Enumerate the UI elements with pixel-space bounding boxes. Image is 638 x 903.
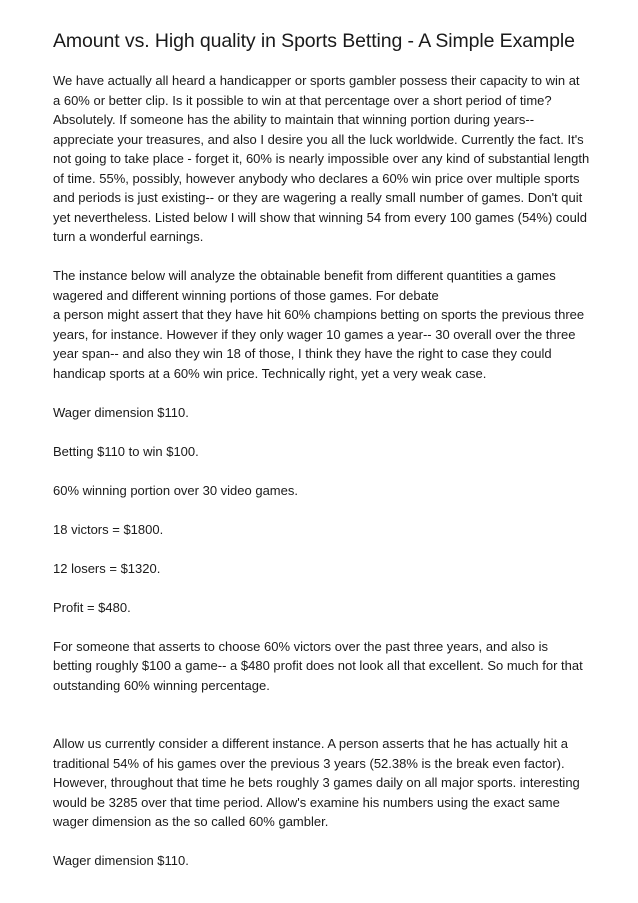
paragraph	[53, 520, 598, 540]
text-line: wagered and different winning portions of those games. For debate	[53, 287, 439, 303]
paragraph	[53, 481, 598, 501]
text-line: a 60% or better clip. Is it possible to win at that percentage over a short period of time?	[53, 92, 552, 108]
text-line: Betting $110 to win $100.	[53, 443, 199, 459]
text-line: 60% winning portion over 30 video games.	[53, 482, 298, 498]
paragraph-spacer	[53, 715, 598, 735]
paragraph	[53, 403, 598, 423]
text-line: traditional 54% of his games over the previous 3 years (52.38% is the break even factor).	[53, 755, 565, 771]
text-line: Wager dimension $110.	[53, 404, 189, 420]
text-line: not going to take place - forget it, 60% is nearly impossible over any kind of substantial length	[53, 151, 590, 166]
document-body	[53, 71, 598, 871]
text-line: of time. 55%, possibly, however anybody who declares a 60% win price over multiple sports	[53, 170, 580, 186]
paragraph	[53, 442, 598, 462]
text-line: would be 3285 over that time period. Allow's examine his numbers using the exact same	[53, 794, 560, 810]
paragraph	[53, 559, 598, 579]
text-line: wager dimension as the so called 60% gambler.	[53, 814, 329, 829]
text-line: Absolutely. If someone has the ability to maintain that winning portion during years--	[53, 112, 535, 127]
page-title: Amount vs. High quality in Sports Betting - A Simple Example	[53, 30, 575, 52]
text-line: turn a wonderful earnings.	[53, 229, 204, 244]
text-line: appreciate your treasures, and also I desire you all the luck worldwide. Currently the fact. It's	[53, 131, 584, 147]
text-line: and periods is just existing-- or they are wagering a really small number of games. Don't quit	[53, 190, 583, 205]
text-line: years, for instance. However if they only wager 10 games a year-- 30 overall over the three	[53, 326, 576, 342]
paragraph	[53, 734, 598, 832]
text-line: Allow us currently consider a different instance. A person asserts that he has actually hit a	[53, 736, 568, 751]
text-line: Wager dimension $110.	[53, 853, 189, 868]
paragraph	[53, 637, 598, 696]
text-line: outstanding 60% winning percentage.	[53, 677, 270, 693]
paragraph	[53, 266, 598, 383]
text-line: However, throughout that time he bets roughly 3 games daily on all major sports. interesting	[53, 775, 580, 790]
paragraph	[53, 851, 598, 871]
paragraph	[53, 71, 598, 247]
text-line: 18 victors = $1800.	[53, 521, 164, 537]
text-line: year span-- and also they win 18 of those, I think they have the right to case they could	[53, 346, 552, 361]
text-line: For someone that asserts to choose 60% victors over the past three years, and also is	[53, 638, 548, 654]
text-line: 12 losers = $1320.	[53, 560, 161, 576]
text-line: The instance below will analyze the obtainable benefit from different quantities a games	[53, 268, 556, 283]
text-line: betting roughly $100 a game-- a $480 profit does not look all that excellent. So much for that	[53, 658, 583, 673]
text-line: Profit = $480.	[53, 599, 131, 615]
document-page	[53, 28, 598, 890]
text-line: handicap sports at a 60% win price. Technically right, yet a very weak case.	[53, 365, 487, 381]
paragraph	[53, 598, 598, 618]
text-line: a person might assert that they have hit 60% champions betting on sports the previous three	[53, 307, 585, 322]
text-line: We have actually all heard a handicapper or sports gambler possess their capacity to win at	[53, 73, 580, 88]
text-line: yet nevertheless. Listed below I will show that winning 54 from every 100 games (54%) could	[53, 209, 587, 225]
